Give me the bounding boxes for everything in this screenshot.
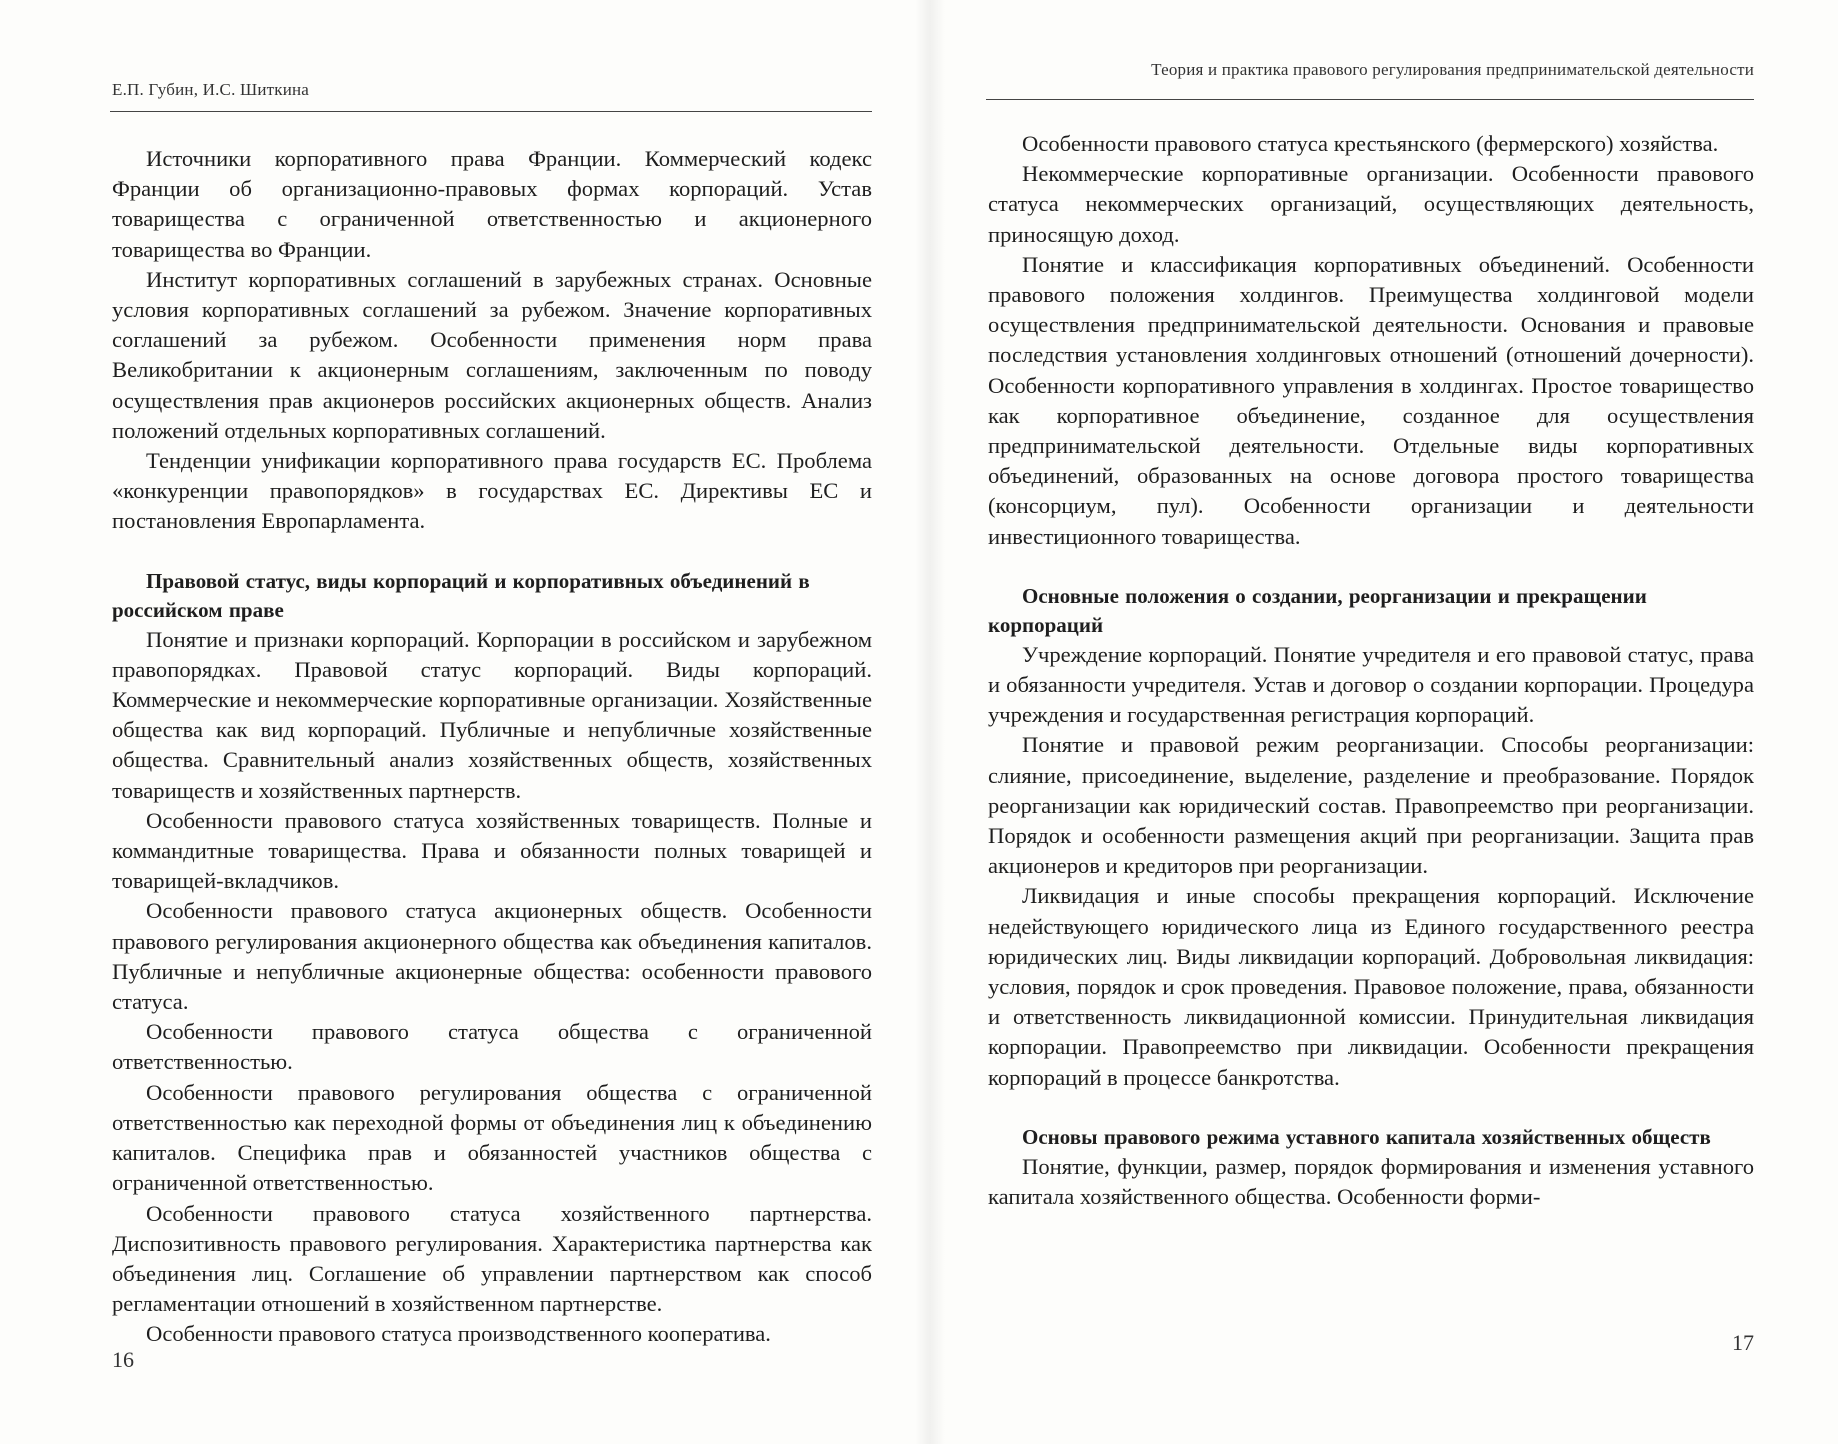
paragraph: Особенности правового статуса акционерных обществ. Особенности правового регулирования акционерного общества как объединения капиталов. Публичные и непубличные акционерные общества: особенности правового статуса.: [112, 898, 872, 1015]
section-heading: Основы правового режима уставного капитала хозяйственных обществ: [1022, 1124, 1711, 1149]
left-header-rule: [110, 111, 872, 112]
left-page-text: [112, 144, 872, 1350]
paragraph: Особенности правового статуса хозяйственных товариществ. Полные и коммандитные товарищества. Права и обязанности полных товарищей и товарищей-вкладчиков.: [112, 807, 872, 894]
paragraph: Понятие, функции, размер, порядок формирования и изменения уставного капитала хозяйственного общества. Особенности форми-: [988, 1153, 1754, 1210]
left-page-number: 16: [112, 1347, 134, 1372]
section-gap: [988, 552, 1754, 582]
paragraph: Понятие и правовой режим реорганизации. Способы реорганизации: слияние, присоединение, выделение, разделение и преобразование. Порядок реорганизации как юридический состав. Правопреемство при реорганизации. Порядок и особенности размещения акций при реорганизации. Защита прав акционеров и кредиторов при реорганизации.: [988, 732, 1754, 879]
section-gap: [112, 537, 872, 567]
paragraph: Понятие и признаки корпораций. Корпорации в российском и зарубежном правопорядках. Правовой статус корпораций. Виды корпораций. Коммерческие и некоммерческие корпоративные организации. Хозяйственные общества как вид корпораций. Публичные и непубличные хозяйственные общества. Сравнительный анализ хозяйственных обществ, хозяйственных товариществ и хозяйственных партнерств.: [112, 626, 872, 803]
right-running-head: Теория и практика правового регулирования предпринимательской деятельности: [1151, 60, 1754, 79]
paragraph: Учреждение корпораций. Понятие учредителя и его правовой статус, права и обязанности учредителя. Устав и договор о создании корпорации. Процедура учреждения и государственная регистрация корпораций.: [988, 641, 1754, 728]
paragraph: Понятие и классификация корпоративных объединений. Особенности правового положения холдингов. Преимущества холдинговой модели осуществления предпринимательской деятельности. Основания и правовые последствия установления холдинговых отношений (отношений дочерности). Особенности корпоративного управления в холдингах. Простое товарищество как корпоративное объединение, созданное для осуществления предпринимательской деятельности. Отдельные виды корпоративных объединений, образованных на основе договора простого товарищества (консорциум, пул). Особенности организации и деятельности инвестиционного товарищества.: [988, 251, 1754, 549]
paragraph: Источники корпоративного права Франции. Коммерческий кодекс Франции об организационно-правовых формах корпораций. Устав товарищества с ограниченной ответственностью и акционерного товарищества во Франции.: [112, 146, 872, 262]
section-heading: Правовой статус, виды корпораций и корпоративных объединений в российском праве: [112, 568, 810, 622]
paragraph: Особенности правового статуса хозяйственного партнерства. Диспозитивность правового регулирования. Характеристика партнерства как объединения лиц. Соглашение об управлении партнерством как способ регламентации отношений в хозяйственном партнерстве.: [112, 1200, 872, 1317]
paragraph: Некоммерческие корпоративные организации. Особенности правового статуса некоммерческих организаций, осуществляющих деятельность, приносящую доход.: [988, 161, 1754, 247]
paragraph: Особенности правового статуса крестьянского (фермерского) хозяйства.: [1022, 131, 1719, 156]
paragraph: Институт корпоративных соглашений в зарубежных странах. Основные условия корпоративных соглашений за рубежом. Значение корпоративных соглашений за рубежом. Особенности применения норм права Великобритании к акционерным соглашениям, заключенным по поводу осуществления прав акционеров российских акционерных обществ. Анализ положений отдельных корпоративных соглашений.: [112, 266, 872, 443]
right-page: [940, 0, 1838, 1444]
left-running-head: Е.П. Губин, И.С. Шиткина: [112, 80, 310, 99]
right-page-text: [988, 129, 1754, 1212]
right-header-rule: [986, 99, 1754, 100]
right-page-number: 17: [1732, 1330, 1754, 1355]
paragraph: Особенности правового статуса общества с ограниченной ответственностью.: [112, 1019, 872, 1075]
paragraph: Ликвидация и иные способы прекращения корпораций. Исключение недействующего юридического лица из Единого государственного реестра юридических лиц. Виды ликвидации корпораций. Добровольная ликвидация: условия, порядок и срок проведения. Правовое положение, права, обязанности и ответственность ликвидационной комиссии. Принудительная ликвидация корпорации. Правопреемство при ликвидации. Особенности прекращения корпораций в процессе банкротства.: [988, 883, 1754, 1090]
paragraph: Особенности правового статуса производственного кооператива.: [146, 1321, 771, 1347]
paragraph: Особенности правового регулирования общества с ограниченной ответственностью как переходной формы от объединения лиц к объединению капиталов. Специфика прав и обязанностей участников общества с ограниченной ответственностью.: [112, 1079, 872, 1196]
section-gap: [988, 1093, 1754, 1123]
paragraph: Тенденции унификации корпоративного права государств ЕС. Проблема «конкуренции правопорядков» в государствах ЕС. Директивы ЕС и постановления Европарламента.: [112, 448, 872, 534]
section-heading: Основные положения о создании, реорганизации и прекращении корпораций: [988, 583, 1647, 637]
